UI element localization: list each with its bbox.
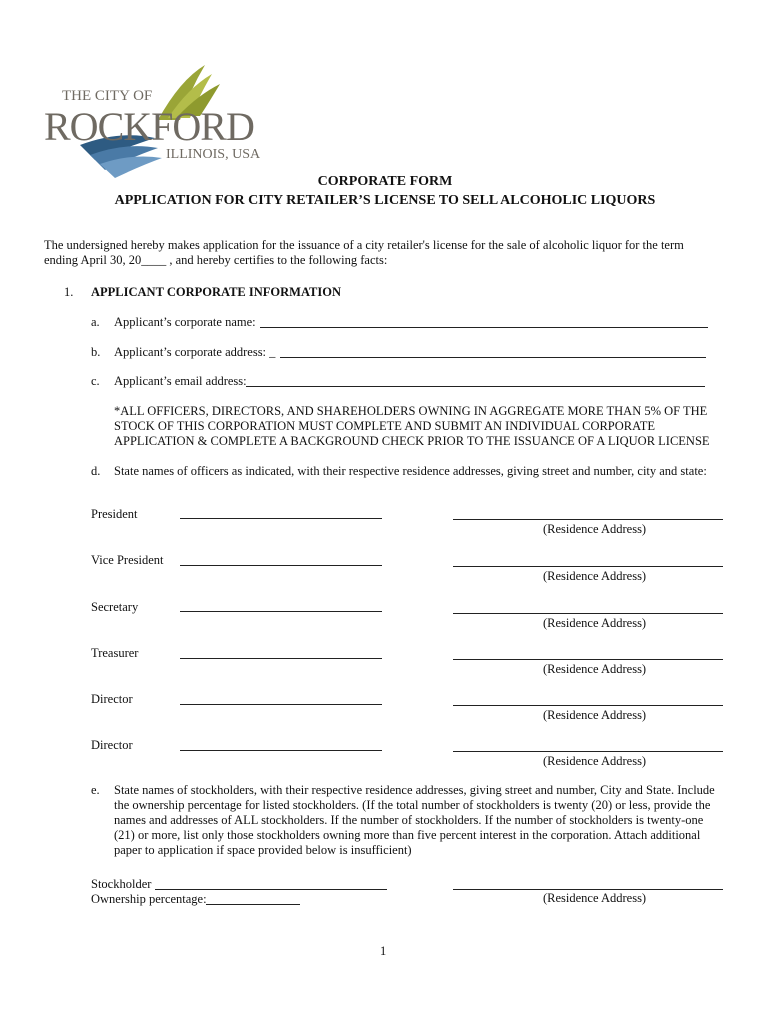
section-number: 1.: [64, 285, 74, 299]
logo-line2: ROCKFORD: [44, 104, 254, 149]
section-heading: APPLICANT CORPORATE INFORMATION: [91, 285, 342, 299]
officer-name-field[interactable]: [180, 611, 382, 612]
officer-title: Director: [91, 738, 133, 752]
officer-residence-field[interactable]: [453, 659, 723, 660]
officer-residence-field[interactable]: [453, 519, 723, 520]
page-number: 1: [380, 944, 387, 958]
officer-title: Vice President: [91, 553, 164, 567]
officers-instructions: State names of officers as indicated, with their respective residence addresses, giving street and number, city and state:: [114, 464, 707, 478]
notice-line-3: APPLICATION & COMPLETE A BACKGROUND CHECK PRIOR TO THE ISSUANCE OF A LIQUOR LICENSE: [114, 434, 710, 448]
officer-title: President: [91, 507, 138, 521]
officer-title: Treasurer: [91, 646, 139, 660]
city-of-rockford-logo: [40, 60, 270, 180]
ownership-percentage-field[interactable]: [206, 904, 300, 905]
email-address-label: Applicant’s email address:: [114, 374, 247, 388]
stockholder-label: Stockholder: [91, 877, 152, 891]
residence-address-label: (Residence Address): [543, 662, 647, 676]
item-c-letter: c.: [91, 374, 100, 388]
item-b-letter: b.: [91, 345, 101, 359]
officer-name-field[interactable]: [180, 518, 382, 519]
stockholders-instructions-line-2: the ownership percentage for listed stockholders. (If the total number of stockholders is twenty (20) or less, provide the: [114, 798, 711, 812]
officer-name-field[interactable]: [180, 658, 382, 659]
form-subtitle: APPLICATION FOR CITY RETAILER’S LICENSE TO SELL ALCOHOLIC LIQUORS: [114, 193, 656, 208]
form-title: CORPORATE FORM: [317, 174, 453, 189]
notice-line-1: *ALL OFFICERS, DIRECTORS, AND SHAREHOLDERS OWNING IN AGGREGATE MORE THAN 5% OF THE: [114, 404, 708, 418]
officer-name-field[interactable]: [180, 565, 382, 566]
officer-title: Secretary: [91, 600, 139, 614]
corporate-address-label: Applicant’s corporate address: _: [114, 345, 276, 359]
email-address-field[interactable]: [246, 386, 705, 387]
officer-residence-field[interactable]: [453, 751, 723, 752]
residence-address-label: (Residence Address): [543, 891, 647, 905]
logo-line1: THE CITY OF: [62, 88, 153, 104]
residence-address-label: (Residence Address): [543, 522, 647, 536]
officer-name-field[interactable]: [180, 704, 382, 705]
stockholders-instructions-line-3: names and addresses of ALL stockholders. If the number of stockholders. If the number of stockholders is twenty-one: [114, 813, 704, 827]
ownership-percentage-label: Ownership percentage:: [91, 892, 207, 906]
officer-residence-field[interactable]: [453, 613, 723, 614]
stockholder-name-field[interactable]: [155, 889, 387, 890]
stockholder-residence-field[interactable]: [453, 889, 723, 890]
officer-name-field[interactable]: [180, 750, 382, 751]
residence-address-label: (Residence Address): [543, 754, 647, 768]
officer-title: Director: [91, 692, 133, 706]
corporate-name-label: Applicant’s corporate name:: [114, 315, 256, 329]
item-e-letter: e.: [91, 783, 100, 797]
intro-line-2: ending April 30, 20____ , and hereby certifies to the following facts:: [44, 253, 388, 267]
item-a-letter: a.: [91, 315, 100, 329]
corporate-name-field[interactable]: [260, 327, 708, 328]
notice-line-2: STOCK OF THIS CORPORATION MUST COMPLETE AND SUBMIT AN INDIVIDUAL CORPORATE: [114, 419, 656, 433]
residence-address-label: (Residence Address): [543, 616, 647, 630]
stockholders-instructions-line-1: State names of stockholders, with their respective residence addresses, giving street and number, City and State. Include: [114, 783, 715, 797]
logo-line3: ILLINOIS, USA: [166, 147, 261, 162]
residence-address-label: (Residence Address): [543, 569, 647, 583]
stockholders-instructions-line-5: paper to application if space provided below is insufficient): [114, 843, 412, 857]
stockholders-instructions-line-4: (21) or more, list only those stockholders owning more than five percent interest in the corporation. Attach additional: [114, 828, 701, 842]
residence-address-label: (Residence Address): [543, 708, 647, 722]
officer-residence-field[interactable]: [453, 705, 723, 706]
intro-line-1: The undersigned hereby makes application for the issuance of a city retailer's license for the sale of alcoholic liquor for the term: [44, 238, 684, 252]
corporate-address-field[interactable]: [280, 357, 706, 358]
officer-residence-field[interactable]: [453, 566, 723, 567]
item-d-letter: d.: [91, 464, 101, 478]
